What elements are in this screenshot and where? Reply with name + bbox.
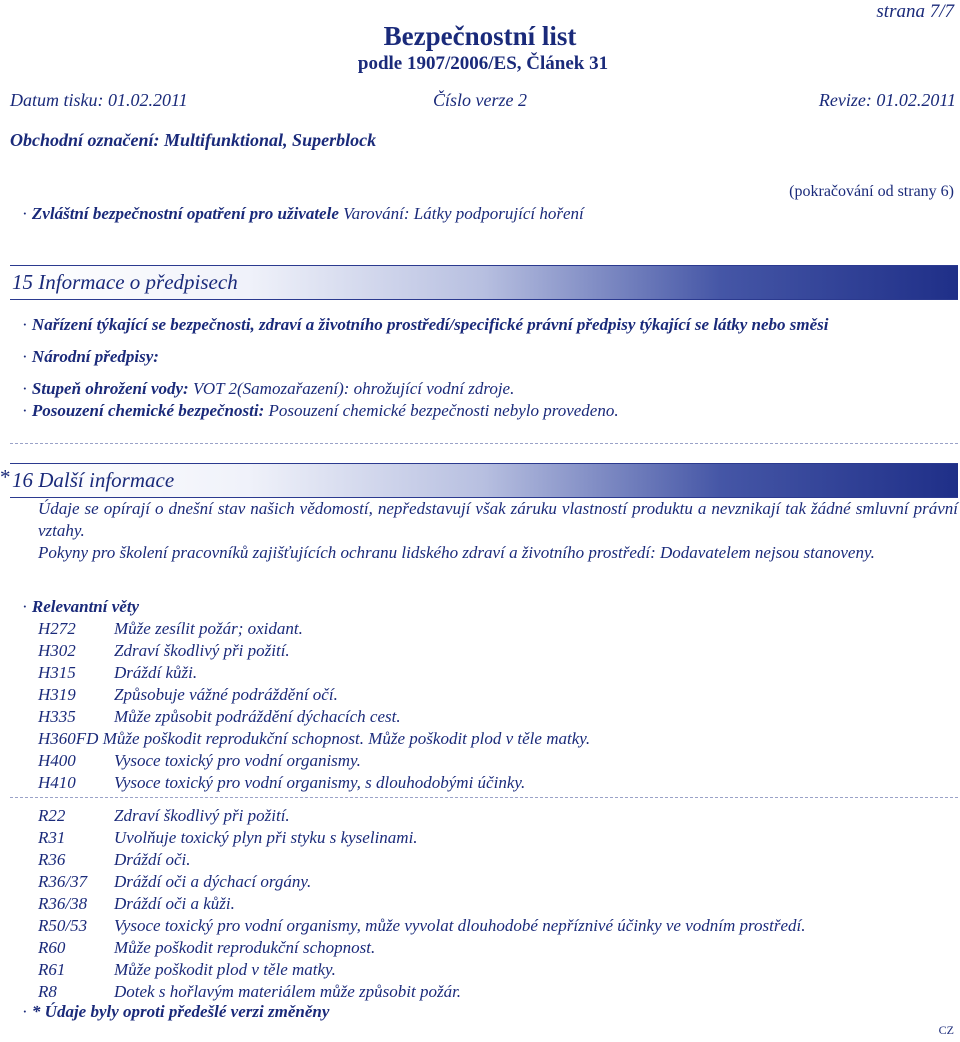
r-code: R8: [38, 982, 57, 1001]
h-phrase-row: [38, 772, 525, 793]
r-code: R36/38: [38, 894, 88, 913]
changes-note: * Údaje byly oproti předešlé verzi změněny: [31, 1002, 330, 1021]
page-number: strana 7/7: [876, 1, 954, 22]
r-phrase-row: [38, 827, 418, 848]
changed-marker: *: [0, 465, 11, 489]
h-text: Vysoce toxický pro vodní organismy, s dlouhodobými účinky.: [114, 773, 526, 792]
water-hazard-value: VOT 2(Samozařazení): ohrožující vodní zdroje.: [192, 379, 515, 398]
special-measures-label: Zvláštní bezpečnostní opatření pro uživatele: [31, 204, 339, 223]
r-phrase-row: [38, 805, 290, 826]
h-phrase-row: [38, 706, 401, 727]
bullet-dot: ·: [22, 315, 28, 334]
disclaimer-paragraph: Údaje se opírají o dnešní stav našich vědomostí, nepředstavují však záruku vlastností produktu a nevznikají tak žádné smluvní právní vztahy.: [38, 499, 958, 540]
h-code: H302: [38, 641, 76, 660]
special-measures-value: Varování: Látky podporující hoření: [343, 204, 584, 223]
bullet-dot: ·: [22, 204, 28, 223]
r-text: Dráždí oči.: [114, 850, 191, 869]
r-text: Vysoce toxický pro vodní organismy, může vyvolat dlouhodobé nepříznivé účinky ve vodním prostředí.: [114, 916, 806, 935]
r-phrase-row: [38, 981, 461, 1002]
chemical-assessment-line: [22, 400, 619, 422]
h-code: H400: [38, 751, 76, 770]
regulations-label: Nařízení týkající se bezpečnosti, zdraví a životního prostředí/specifické právní předpisy týkající se látky nebo směsi: [31, 315, 829, 334]
h-code: H319: [38, 685, 76, 704]
h-text: Zdraví škodlivý při požití.: [114, 641, 290, 660]
r-text: Uvolňuje toxický plyn při styku s kyselinami.: [114, 828, 418, 847]
h-phrase-row: [38, 684, 338, 705]
h-text: Může zesílit požár; oxidant.: [114, 619, 303, 638]
regulations-line: [22, 314, 829, 336]
r-phrase-row: [38, 959, 336, 980]
r-phrase-row: [38, 893, 235, 914]
changes-note-line: [22, 1001, 329, 1023]
r-text: Zdraví škodlivý při požití.: [114, 806, 290, 825]
r-code: R36: [38, 850, 66, 869]
h-phrase-row: [38, 618, 303, 639]
h-phrase-row: [38, 728, 590, 749]
bullet-dot: ·: [22, 597, 28, 616]
bullet-dot: ·: [22, 401, 28, 420]
r-phrase-row: [38, 849, 191, 870]
h-text: Vysoce toxický pro vodní organismy.: [114, 751, 361, 770]
r-code: R50/53: [38, 916, 88, 935]
r-code: R31: [38, 828, 66, 847]
continued-note: (pokračování od strany 6): [789, 183, 954, 200]
chemical-assessment-value: Posouzení chemické bezpečnosti nebylo provedeno.: [268, 401, 619, 420]
h-code: H315: [38, 663, 76, 682]
h-code: H410: [38, 773, 76, 792]
h-code: H335: [38, 707, 76, 726]
h-code: H272: [38, 619, 76, 638]
revision-date: Revize: 01.02.2011: [818, 90, 956, 110]
r-text: Dotek s hořlavým materiálem může způsobit požár.: [114, 982, 462, 1001]
bullet-dot: ·: [22, 347, 28, 366]
r-code: R60: [38, 938, 66, 957]
section-15-header: [10, 265, 958, 300]
r-phrase-row: [38, 937, 375, 958]
training-paragraph: Pokyny pro školení pracovníků zajišťujících ochranu lidského zdraví a životního prostředí: Dodavatelem nejsou stanoveny.: [38, 543, 875, 562]
national-regulations-label: Národní předpisy:: [31, 347, 159, 366]
r-text: Může poškodit reprodukční schopnost.: [114, 938, 376, 957]
section-16-header: [10, 463, 958, 498]
print-date: Datum tisku: 01.02.2011: [10, 90, 188, 110]
h-text: Způsobuje vážné podráždění očí.: [114, 685, 338, 704]
h-phrase-row: [38, 662, 197, 683]
water-hazard-line: [22, 378, 514, 400]
r-code: R22: [38, 806, 66, 825]
r-text: Dráždí oči a dýchací orgány.: [114, 872, 312, 891]
h-text: Může způsobit podráždění dýchacích cest.: [114, 707, 401, 726]
h-code: H360FD: [38, 729, 99, 748]
trade-name: Obchodní označení: Multifunktional, Superblock: [10, 130, 377, 150]
national-regulations-line: [22, 346, 159, 368]
r-phrase-row: [38, 915, 805, 936]
section-15-title: 15 Informace o předpisech: [12, 270, 238, 294]
water-hazard-label: Stupeň ohrožení vody:: [31, 379, 189, 398]
version-number: Číslo verze 2: [433, 90, 527, 110]
chemical-assessment-label: Posouzení chemické bezpečnosti:: [31, 401, 265, 420]
phrase-divider: [10, 797, 958, 798]
document-subtitle: podle 1907/2006/ES, Článek 31: [357, 53, 609, 74]
h-text: Může poškodit reprodukční schopnost. Může poškodit plod v těle matky.: [102, 729, 591, 748]
r-code: R61: [38, 960, 66, 979]
bullet-dot: ·: [22, 1002, 28, 1021]
h-phrase-row: [38, 640, 290, 661]
r-text: Může poškodit plod v těle matky.: [114, 960, 336, 979]
language-code: CZ: [938, 1023, 954, 1037]
relevant-phrases-heading: [22, 596, 139, 618]
special-measures: [22, 204, 584, 224]
r-code: R36/37: [38, 872, 88, 891]
document-title: Bezpečnostní list: [383, 21, 577, 51]
section-16-title: 16 Další informace: [12, 468, 175, 492]
h-phrase-row: [38, 750, 361, 771]
h-text: Dráždí kůži.: [114, 663, 198, 682]
relevant-phrases-label: Relevantní věty: [31, 597, 140, 616]
bullet-dot: ·: [22, 379, 28, 398]
r-text: Dráždí oči a kůži.: [114, 894, 235, 913]
section-divider: [10, 443, 958, 444]
r-phrase-row: [38, 871, 311, 892]
